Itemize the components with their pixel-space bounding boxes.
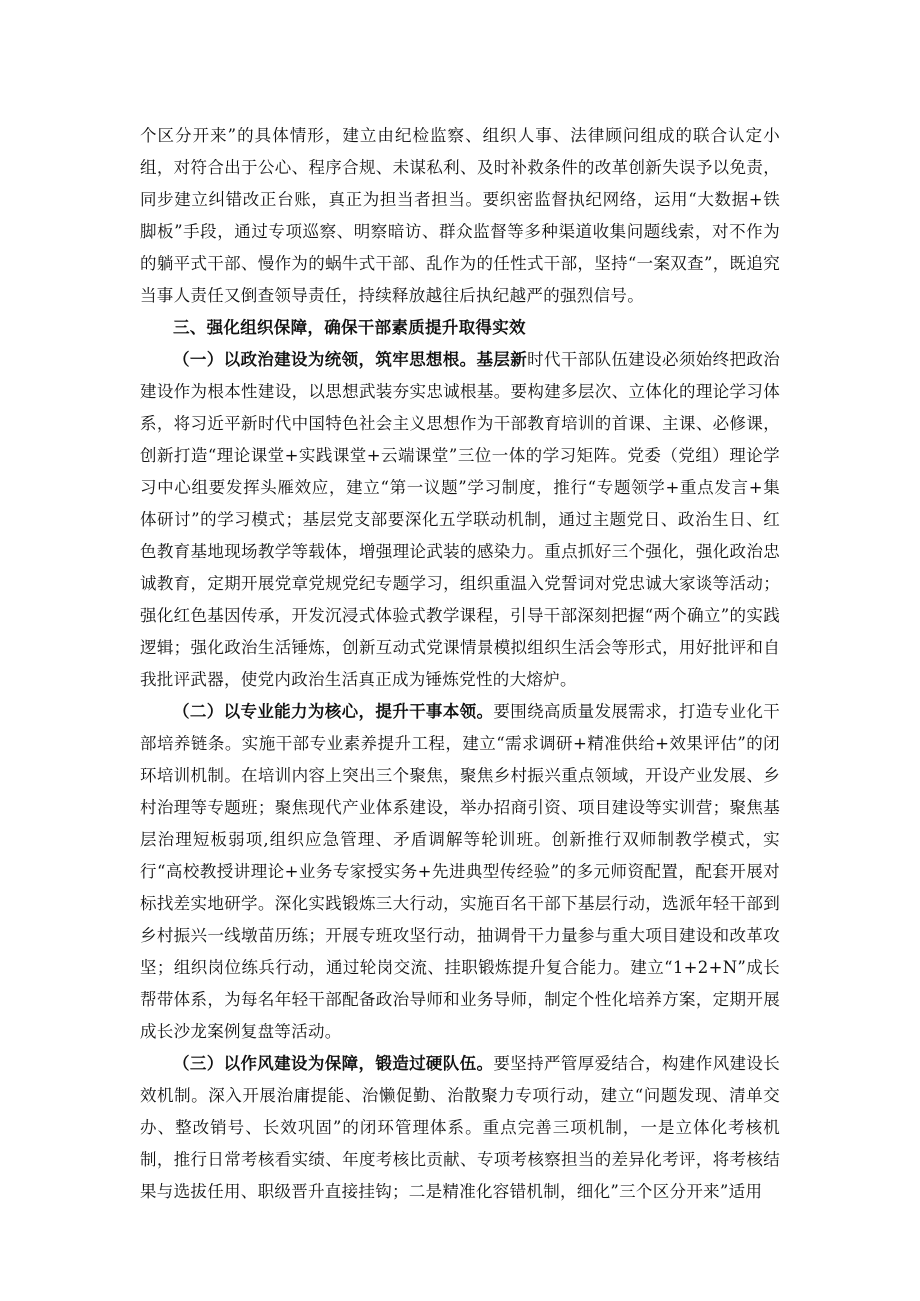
sub2-lead: （二）以专业能力为核心，提升干事本领。 <box>173 702 494 721</box>
sub3-body: 要坚持严管厚爱结合，构建作风建设长效机制。深入开展治庸提能、治懒促勤、治散聚力专项行动，建立“问题发现、清单交办、整改销号、长效巩固”的闭环管理体系。重点完善三项机制，一是立体化考核机制，推行日常考核看实绩、年度考核比贡献、专项考核察担当的差异化考评，将考核结果与选拔任用、职级晋升直接挂钩；二是精准化容错机制，细化”三个区分开来”适用 <box>140 1054 780 1201</box>
paragraph-sub2 <box>140 696 780 1048</box>
document-page <box>140 120 780 1208</box>
sub1-lead: （一）以政治建设为统领，筑牢思想根。基层新 <box>173 350 528 369</box>
paragraph-sub1 <box>140 344 780 696</box>
sub1-body: 时代干部队伍建设必须始终把政治建设作为根本性建设，以思想武装夯实忠诚根基。要构建多层次、立体化的理论学习体系，将习近平新时代中国特色社会主义思想作为干部教育培训的首课、主课、必修课，创新打造“理论课堂+实践课堂+云端课堂”三位一体的学习矩阵。党委（党组）理论学习中心组要发挥头雁效应，建立“第一议题”学习制度，推行“专题领学+重点发言+集体研讨”的学习模式；基层党支部要深化五学联动机制，通过主题党日、政治生日、红色教育基地现场教学等载体，增强理论武装的感染力。重点抓好三个强化，强化政治忠诚教育，定期开展党章党规党纪专题学习，组织重温入党誓词对党忠诚大家谈等活动；强化红色基因传承，开发沉浸式体验式教学课程，引导干部深刻把握“两个确立”的实践逻辑；强化政治生活锤炼，创新互动式党课情景模拟组织生活会等形式，用好批评和自我批评武器，使党内政治生活真正成为锤炼党性的大熔炉。 <box>140 350 780 689</box>
section-heading: 三、强化组织保障，确保干部素质提升取得实效 <box>173 318 526 337</box>
paragraph-continuation: 个区分开来”的具体情形，建立由纪检监察、组织人事、法律顾问组成的联合认定小组，对符合出于公心、程序合规、未谋私利、及时补救条件的改革创新失误予以免责，同步建立纠错改正台账，真正为担当者担当。要织密监督执纪网络，运用“大数据+铁脚板”手段，通过专项巡察、明察暗访、群众监督等多种渠道收集问题线索，对不作为的躺平式干部、慢作为的蜗牛式干部、乱作为的任性式干部，坚持“一案双查”，既追究当事人责任又倒查领导责任，持续释放越往后执纪越严的强烈信号。 <box>140 126 780 305</box>
sub2-body: 要围绕高质量发展需求，打造专业化干部培养链条。实施干部专业素养提升工程，建立“需求调研+精准供给+效果评估”的闭环培训机制。在培训内容上突出三个聚焦，聚焦乡村振兴重点领域，开设产业发展、乡村治理等专题班；聚焦现代产业体系建设，举办招商引资、项目建设等实训营；聚焦基层治理短板弱项,组织应急管理、矛盾调解等轮训班。创新推行双师制教学模式，实行“高校教授讲理论+业务专家授实务+先进典型传经验”的多元师资配置，配套开展对标找差实地研学。深化实践锻炼三大行动，实施百名干部下基层行动，选派年轻干部到乡村振兴一线墩苗历练；开展专班攻坚行动，抽调骨干力量参与重大项目建设和改革攻坚；组织岗位练兵行动，通过轮岗交流、挂职锻炼提升复合能力。建立“1+2+N”成长帮带体系，为每名年轻干部配备政治导师和业务导师，制定个性化培养方案，定期开展成长沙龙案例复盘等活动。 <box>140 702 780 1041</box>
paragraph-sub3 <box>140 1048 780 1208</box>
sub3-lead: （三）以作风建设为保障，锻造过硬队伍。 <box>173 1054 494 1073</box>
